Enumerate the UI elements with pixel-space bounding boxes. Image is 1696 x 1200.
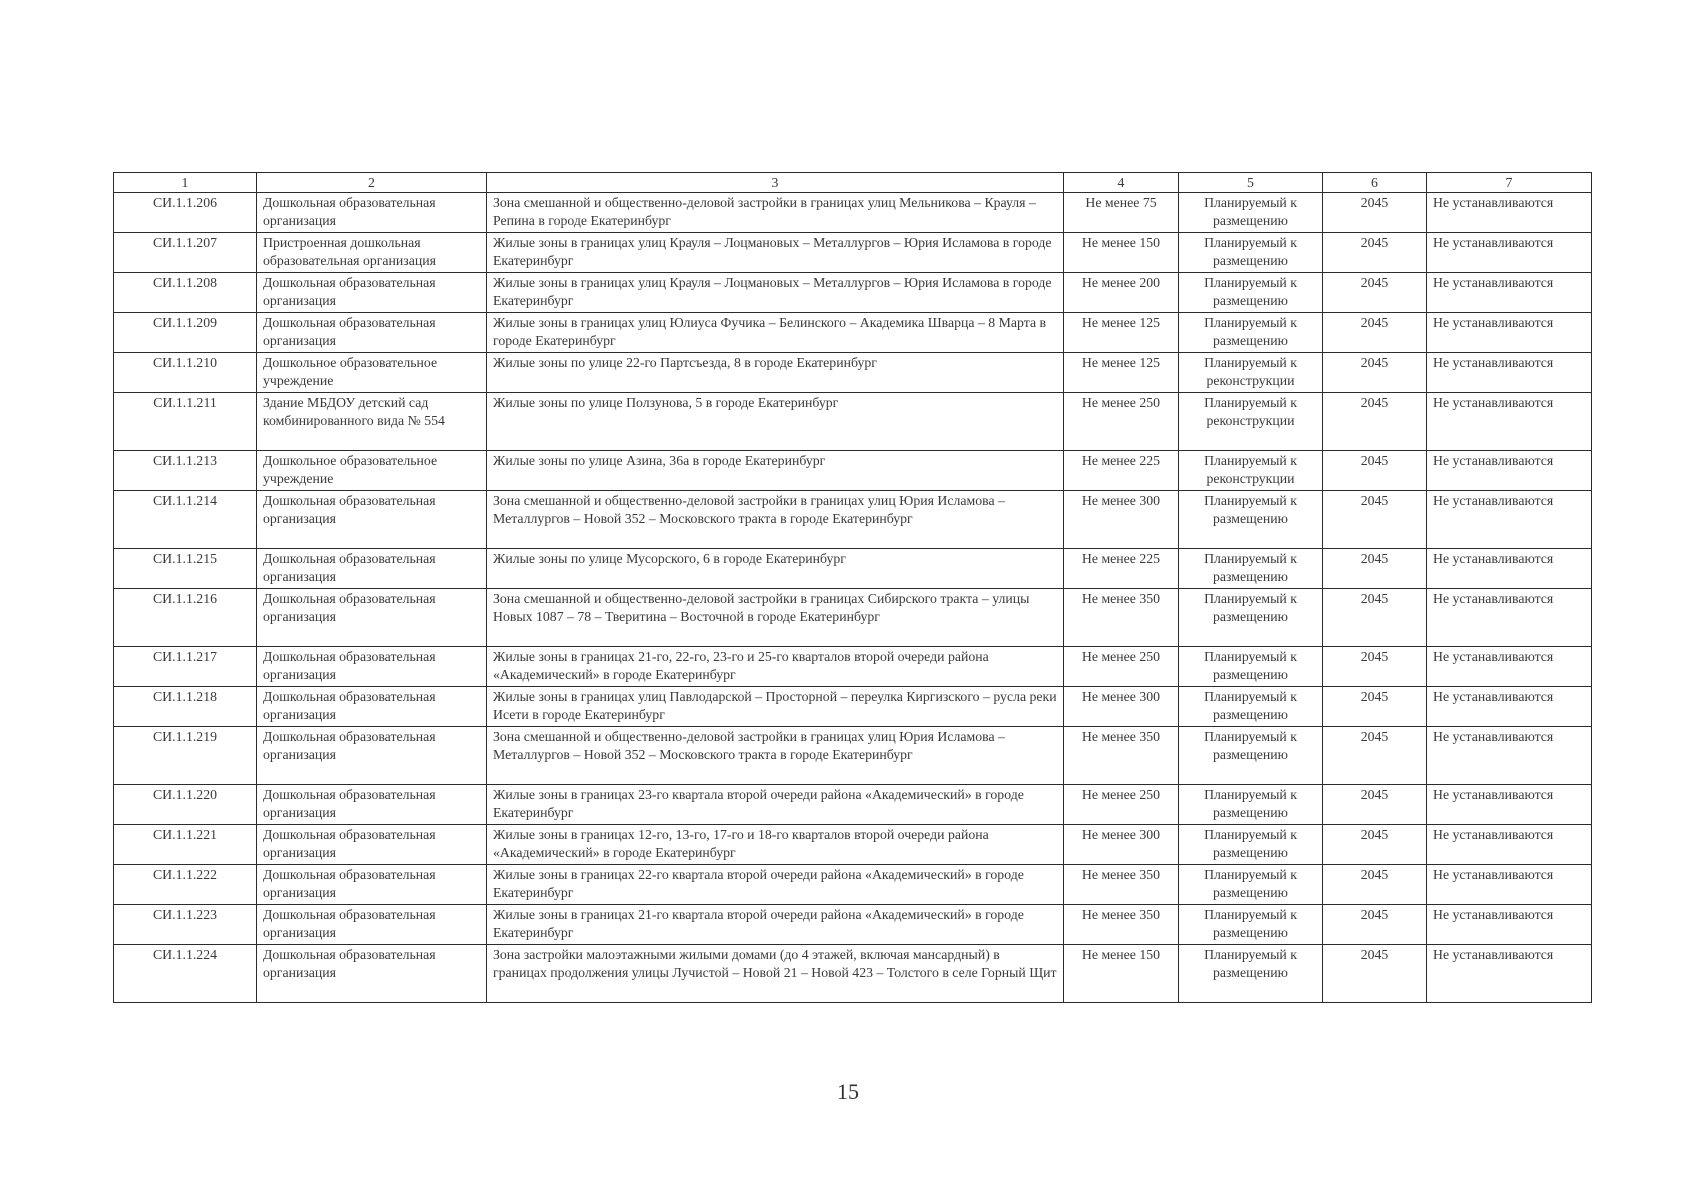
cell-status: Планируемый к размещению: [1179, 945, 1323, 1003]
cell-object-name: Дошкольная образовательная организация: [257, 193, 487, 233]
cell-capacity: Не менее 300: [1064, 687, 1179, 727]
cell-status: Планируемый к размещению: [1179, 273, 1323, 313]
cell-year: 2045: [1323, 905, 1427, 945]
cell-capacity: Не менее 350: [1064, 727, 1179, 785]
cell-year: 2045: [1323, 491, 1427, 549]
cell-zones: Не устанавливаются: [1427, 549, 1592, 589]
cell-status: Планируемый к размещению: [1179, 647, 1323, 687]
cell-year: 2045: [1323, 313, 1427, 353]
cell-object-id: СИ.1.1.213: [114, 451, 257, 491]
cell-zones: Не устанавливаются: [1427, 727, 1592, 785]
cell-location: Зона смешанной и общественно-деловой застройки в границах улиц Мельникова – Крауля – Репина в городе Екатеринбург: [487, 193, 1064, 233]
cell-object-id: СИ.1.1.215: [114, 549, 257, 589]
cell-location: Жилые зоны по улице Мусорского, 6 в городе Екатеринбург: [487, 549, 1064, 589]
table-row: [114, 825, 1592, 865]
table-row: [114, 451, 1592, 491]
cell-object-id: СИ.1.1.216: [114, 589, 257, 647]
cell-zones: Не устанавливаются: [1427, 233, 1592, 273]
cell-zones: Не устанавливаются: [1427, 193, 1592, 233]
cell-status: Планируемый к размещению: [1179, 825, 1323, 865]
cell-location: Жилые зоны в границах 23-го квартала второй очереди района «Академический» в городе Екатеринбург: [487, 785, 1064, 825]
cell-capacity: Не менее 300: [1064, 825, 1179, 865]
cell-capacity: Не менее 200: [1064, 273, 1179, 313]
cell-object-name: Дошкольная образовательная организация: [257, 865, 487, 905]
table-row: [114, 945, 1592, 1003]
cell-zones: Не устанавливаются: [1427, 491, 1592, 549]
cell-status: Планируемый к размещению: [1179, 549, 1323, 589]
column-header: 1: [114, 173, 257, 193]
table-row: [114, 647, 1592, 687]
cell-object-name: Дошкольная образовательная организация: [257, 687, 487, 727]
cell-status: Планируемый к размещению: [1179, 233, 1323, 273]
table-row: [114, 393, 1592, 451]
cell-capacity: Не менее 250: [1064, 647, 1179, 687]
cell-zones: Не устанавливаются: [1427, 687, 1592, 727]
cell-status: Планируемый к размещению: [1179, 727, 1323, 785]
cell-object-id: СИ.1.1.218: [114, 687, 257, 727]
column-header: 4: [1064, 173, 1179, 193]
cell-object-id: СИ.1.1.222: [114, 865, 257, 905]
cell-year: 2045: [1323, 393, 1427, 451]
cell-object-id: СИ.1.1.210: [114, 353, 257, 393]
cell-zones: Не устанавливаются: [1427, 451, 1592, 491]
cell-zones: Не устанавливаются: [1427, 865, 1592, 905]
cell-location: Жилые зоны по улице Ползунова, 5 в городе Екатеринбург: [487, 393, 1064, 451]
cell-object-name: Дошкольная образовательная организация: [257, 589, 487, 647]
cell-year: 2045: [1323, 451, 1427, 491]
cell-object-name: Дошкольная образовательная организация: [257, 313, 487, 353]
cell-object-name: Дошкольная образовательная организация: [257, 647, 487, 687]
cell-year: 2045: [1323, 727, 1427, 785]
cell-location: Жилые зоны в границах улиц Крауля – Лоцмановых – Металлургов – Юрия Исламова в городе Екатеринбург: [487, 233, 1064, 273]
cell-year: 2045: [1323, 273, 1427, 313]
cell-location: Жилые зоны в границах 22-го квартала второй очереди района «Академический» в городе Екатеринбург: [487, 865, 1064, 905]
cell-capacity: Не менее 75: [1064, 193, 1179, 233]
cell-object-name: Дошкольная образовательная организация: [257, 945, 487, 1003]
cell-capacity: Не менее 350: [1064, 905, 1179, 945]
cell-object-name: Дошкольная образовательная организация: [257, 785, 487, 825]
table-row: [114, 313, 1592, 353]
cell-object-name: Дошкольная образовательная организация: [257, 825, 487, 865]
cell-object-name: Дошкольная образовательная организация: [257, 727, 487, 785]
cell-status: Планируемый к реконструкции: [1179, 393, 1323, 451]
cell-year: 2045: [1323, 647, 1427, 687]
cell-object-name: Дошкольное образовательное учреждение: [257, 353, 487, 393]
cell-year: 2045: [1323, 589, 1427, 647]
cell-object-name: Дошкольная образовательная организация: [257, 273, 487, 313]
cell-location: Жилые зоны в границах улиц Юлиуса Фучика – Белинского – Академика Шварца – 8 Марта в городе Екатеринбург: [487, 313, 1064, 353]
cell-object-name: Здание МБДОУ детский сад комбинированного вида № 554: [257, 393, 487, 451]
cell-capacity: Не менее 225: [1064, 549, 1179, 589]
column-header: 5: [1179, 173, 1323, 193]
cell-year: 2045: [1323, 945, 1427, 1003]
cell-capacity: Не менее 300: [1064, 491, 1179, 549]
cell-object-name: Дошкольная образовательная организация: [257, 549, 487, 589]
cell-status: Планируемый к реконструкции: [1179, 353, 1323, 393]
cell-object-name: Дошкольное образовательное учреждение: [257, 451, 487, 491]
cell-status: Планируемый к размещению: [1179, 785, 1323, 825]
cell-status: Планируемый к размещению: [1179, 193, 1323, 233]
table-row: [114, 273, 1592, 313]
cell-zones: Не устанавливаются: [1427, 353, 1592, 393]
cell-year: 2045: [1323, 687, 1427, 727]
table-row: [114, 865, 1592, 905]
cell-status: Планируемый к размещению: [1179, 313, 1323, 353]
cell-location: Зона застройки малоэтажными жилыми домами (до 4 этажей, включая мансардный) в границах продолжения улицы Лучистой – Новой 21 – Новой 423 – Толстого в селе Горный Щит: [487, 945, 1064, 1003]
column-header: 2: [257, 173, 487, 193]
table-row: [114, 785, 1592, 825]
table-row: [114, 233, 1592, 273]
column-header: 6: [1323, 173, 1427, 193]
cell-zones: Не устанавливаются: [1427, 647, 1592, 687]
column-header: 3: [487, 173, 1064, 193]
cell-zones: Не устанавливаются: [1427, 785, 1592, 825]
table-row: [114, 193, 1592, 233]
column-number-row: [114, 173, 1592, 193]
cell-object-id: СИ.1.1.206: [114, 193, 257, 233]
cell-object-name: Пристроенная дошкольная образовательная организация: [257, 233, 487, 273]
cell-capacity: Не менее 125: [1064, 353, 1179, 393]
cell-zones: Не устанавливаются: [1427, 945, 1592, 1003]
cell-year: 2045: [1323, 549, 1427, 589]
cell-zones: Не устанавливаются: [1427, 825, 1592, 865]
cell-object-id: СИ.1.1.214: [114, 491, 257, 549]
cell-object-name: Дошкольная образовательная организация: [257, 905, 487, 945]
cell-object-id: СИ.1.1.211: [114, 393, 257, 451]
cell-location: Жилые зоны в границах улиц Павлодарской – Просторной – переулка Киргизского – русла реки Исети в городе Екатеринбург: [487, 687, 1064, 727]
cell-capacity: Не менее 250: [1064, 785, 1179, 825]
cell-capacity: Не менее 150: [1064, 233, 1179, 273]
cell-object-id: СИ.1.1.217: [114, 647, 257, 687]
table-row: [114, 727, 1592, 785]
cell-location: Жилые зоны в границах улиц Крауля – Лоцмановых – Металлургов – Юрия Исламова в городе Екатеринбург: [487, 273, 1064, 313]
cell-location: Жилые зоны в границах 21-го квартала второй очереди района «Академический» в городе Екатеринбург: [487, 905, 1064, 945]
table-row: [114, 687, 1592, 727]
cell-object-id: СИ.1.1.219: [114, 727, 257, 785]
cell-object-name: Дошкольная образовательная организация: [257, 491, 487, 549]
cell-capacity: Не менее 125: [1064, 313, 1179, 353]
cell-capacity: Не менее 225: [1064, 451, 1179, 491]
table-row: [114, 353, 1592, 393]
cell-location: Жилые зоны по улице Азина, 36а в городе Екатеринбург: [487, 451, 1064, 491]
cell-status: Планируемый к размещению: [1179, 491, 1323, 549]
cell-year: 2045: [1323, 785, 1427, 825]
cell-object-id: СИ.1.1.208: [114, 273, 257, 313]
table-row: [114, 491, 1592, 549]
cell-status: Планируемый к размещению: [1179, 687, 1323, 727]
cell-object-id: СИ.1.1.223: [114, 905, 257, 945]
cell-object-id: СИ.1.1.224: [114, 945, 257, 1003]
cell-status: Планируемый к размещению: [1179, 865, 1323, 905]
cell-zones: Не устанавливаются: [1427, 589, 1592, 647]
cell-year: 2045: [1323, 233, 1427, 273]
cell-object-id: СИ.1.1.207: [114, 233, 257, 273]
cell-year: 2045: [1323, 353, 1427, 393]
cell-zones: Не устанавливаются: [1427, 273, 1592, 313]
cell-object-id: СИ.1.1.220: [114, 785, 257, 825]
table-row: [114, 549, 1592, 589]
cell-object-id: СИ.1.1.209: [114, 313, 257, 353]
cell-year: 2045: [1323, 865, 1427, 905]
cell-year: 2045: [1323, 825, 1427, 865]
cell-year: 2045: [1323, 193, 1427, 233]
cell-zones: Не устанавливаются: [1427, 393, 1592, 451]
table-row: [114, 905, 1592, 945]
cell-status: Планируемый к реконструкции: [1179, 451, 1323, 491]
cell-location: Зона смешанной и общественно-деловой застройки в границах улиц Юрия Исламова – Металлургов – Новой 352 – Московского тракта в городе Екатеринбург: [487, 491, 1064, 549]
cell-status: Планируемый к размещению: [1179, 905, 1323, 945]
cell-zones: Не устанавливаются: [1427, 905, 1592, 945]
cell-capacity: Не менее 250: [1064, 393, 1179, 451]
column-header: 7: [1427, 173, 1592, 193]
cell-location: Жилые зоны в границах 21-го, 22-го, 23-го и 25-го кварталов второй очереди района «Академический» в городе Екатеринбург: [487, 647, 1064, 687]
page-number: 15: [837, 1079, 859, 1104]
facilities-table: [113, 172, 1592, 1003]
cell-capacity: Не менее 350: [1064, 865, 1179, 905]
cell-location: Жилые зоны в границах 12-го, 13-го, 17-го и 18-го кварталов второй очереди района «Академический» в городе Екатеринбург: [487, 825, 1064, 865]
cell-location: Жилые зоны по улице 22-го Партсъезда, 8 в городе Екатеринбург: [487, 353, 1064, 393]
cell-location: Зона смешанной и общественно-деловой застройки в границах улиц Юрия Исламова – Металлургов – Новой 352 – Московского тракта в городе Екатеринбург: [487, 727, 1064, 785]
cell-zones: Не устанавливаются: [1427, 313, 1592, 353]
cell-capacity: Не менее 150: [1064, 945, 1179, 1003]
cell-object-id: СИ.1.1.221: [114, 825, 257, 865]
table-body: [114, 193, 1592, 1003]
cell-location: Зона смешанной и общественно-деловой застройки в границах Сибирского тракта – улицы Новых 1087 – 78 – Тверитина – Восточной в городе Екатеринбург: [487, 589, 1064, 647]
cell-status: Планируемый к размещению: [1179, 589, 1323, 647]
cell-capacity: Не менее 350: [1064, 589, 1179, 647]
table-row: [114, 589, 1592, 647]
